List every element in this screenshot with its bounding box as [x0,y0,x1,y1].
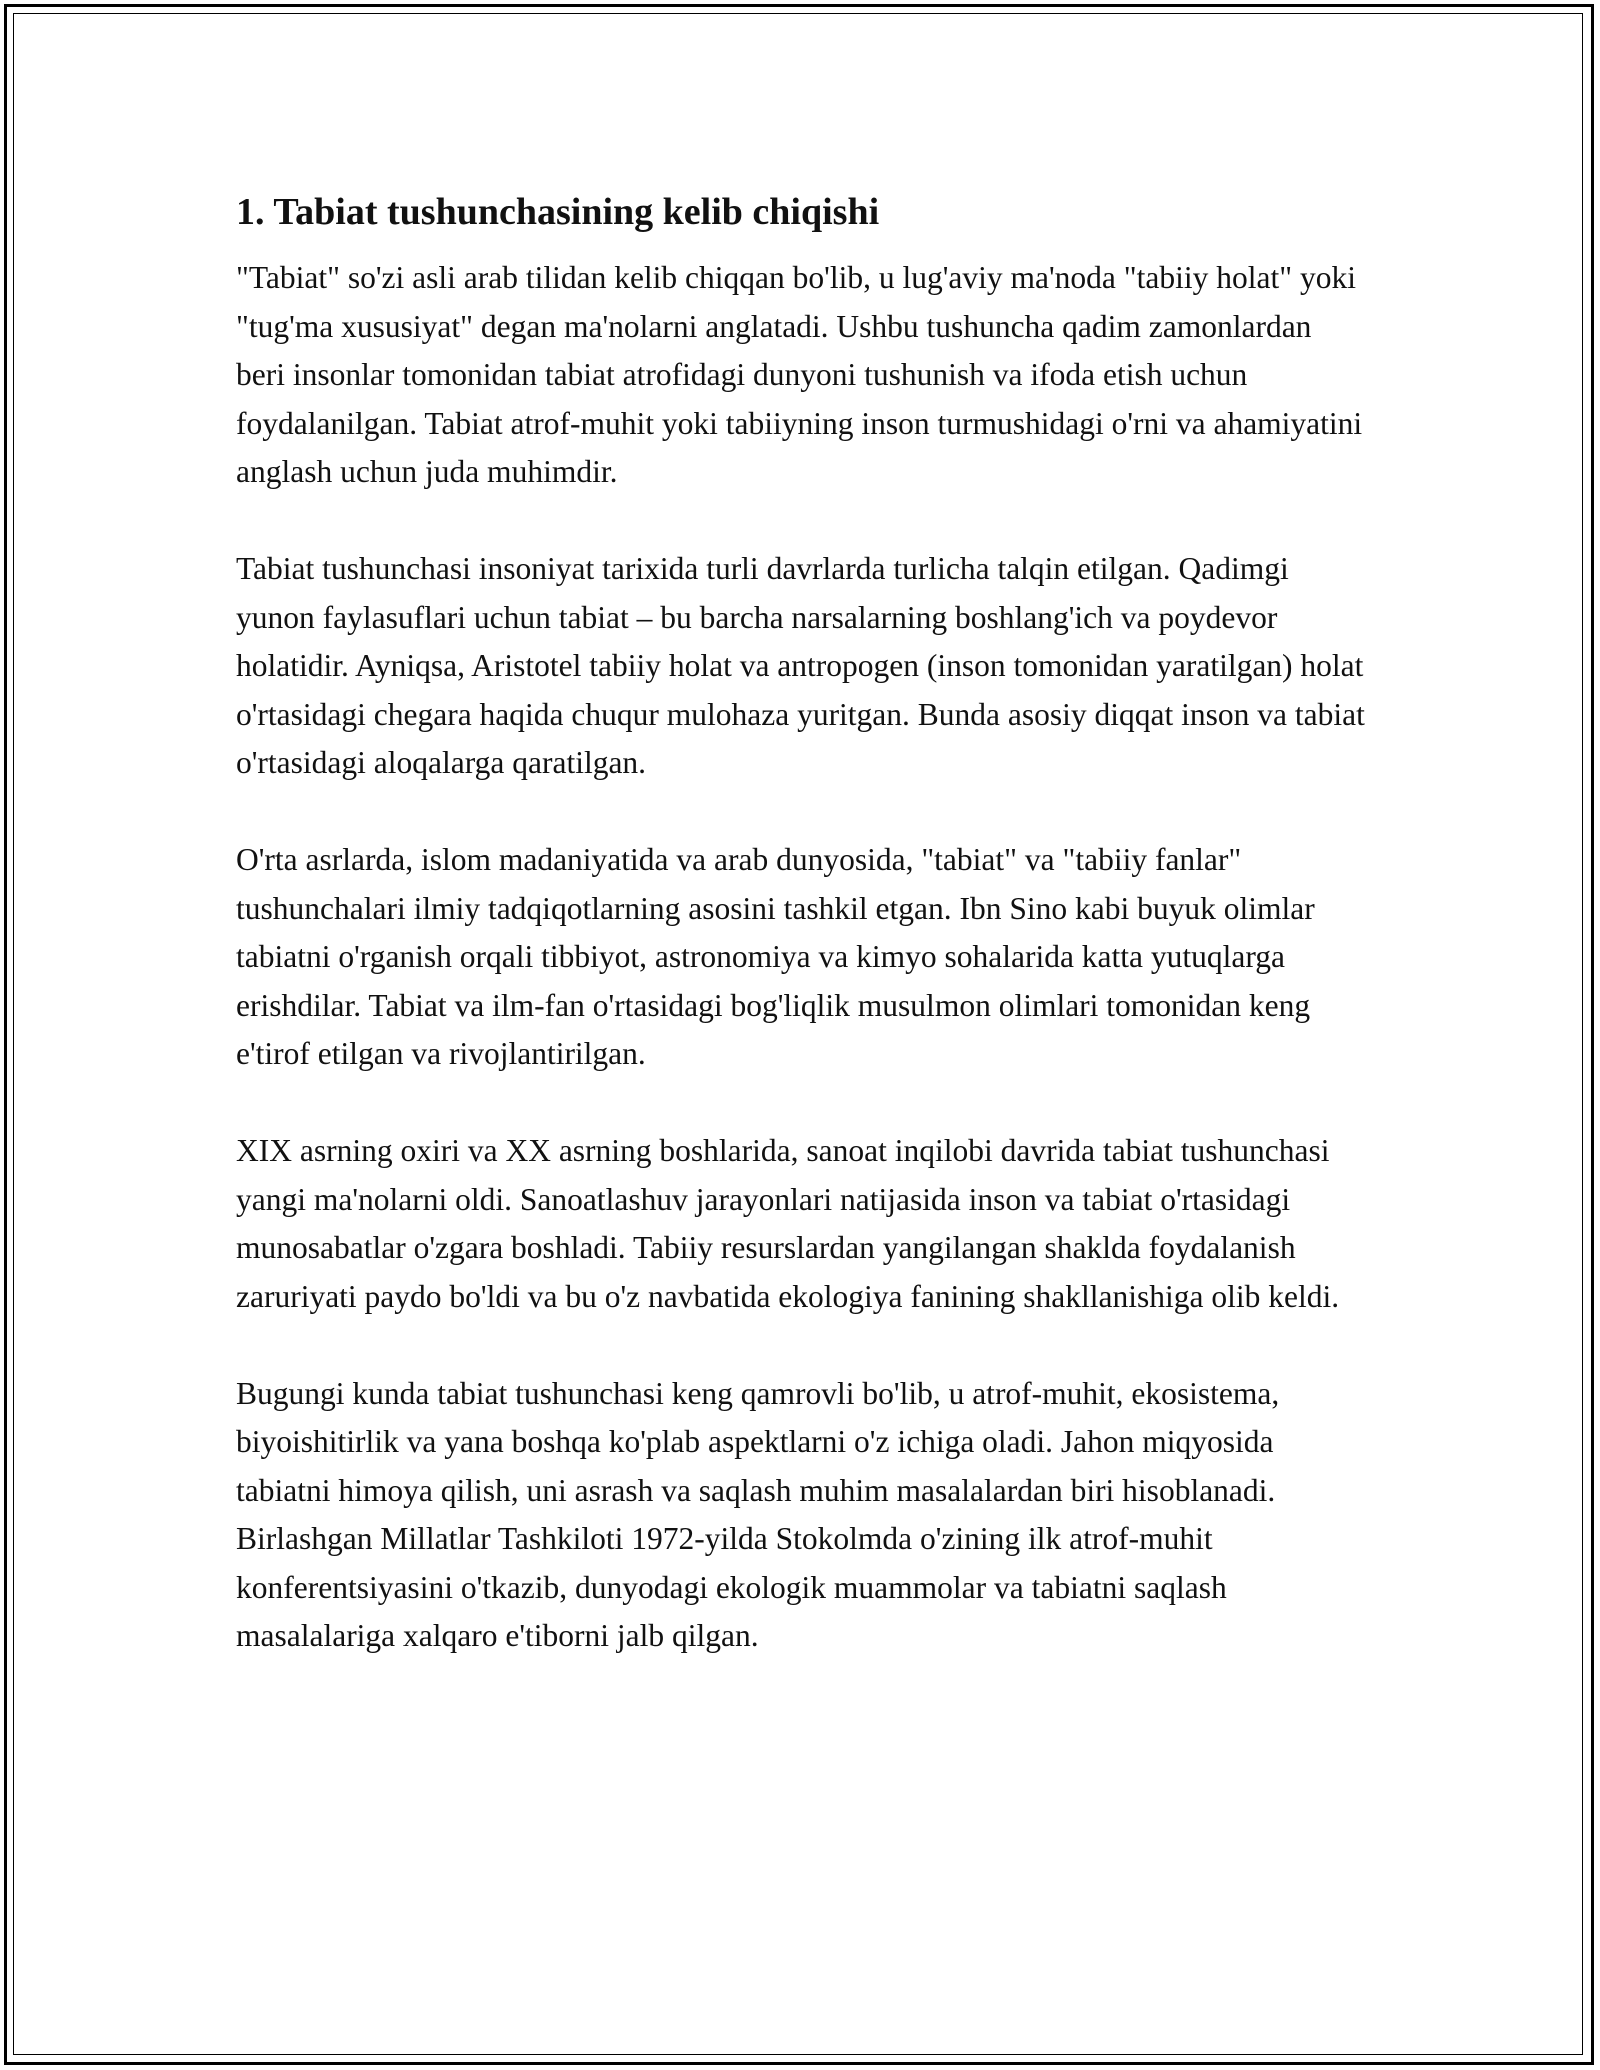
paragraph-2: Tabiat tushunchasi insoniyat tarixida turli davrlarda turlicha talqin etilgan. Qadimgi yunon faylasuflari uchun tabiat – bu barcha narsalarning boshlang'ich va poydevor holatidir. Ayniqsa, Aristotel tabiiy holat va antropogen (inson tomonidan yaratilgan) holat o'rtasidagi chegara haqida chuqur mulohaza yuritgan. Bunda asosiy diqqat inson va tabiat o'rtasidagi aloqalarga qaratilgan. [236,551,1365,780]
paragraph-1: "Tabiat" so'zi asli arab tilidan kelib chiqqan bo'lib, u lug'aviy ma'noda "tabiiy holat" yoki "tug'ma xususiyat" degan ma'nolarni anglatadi. Ushbu tushuncha qadim zamonlardan beri insonlar tomonidan tabiat atrofidagi dunyoni tushunish va ifoda etish uchun foydalanilgan. Tabiat atrof-muhit yoki tabiiyning inson turmushidagi o'rni va ahamiyatini anglash uchun juda muhimdir. [236,260,1363,489]
paragraph-4: XIX asrning oxiri va XX asrning boshlarida, sanoat inqilobi davrida tabiat tushunchasi yangi ma'nolarni oldi. Sanoatlashuv jarayonlari natijasida inson va tabiat o'rtasidagi munosabatlar o'zgara boshladi. Tabiiy resurslardan yangilangan shaklda foydalanish zaruriyati paydo bo'ldi va bu o'z navbatida ekologiya fanining shakllanishiga olib keldi. [236,1133,1340,1314]
paragraph-5: Bugungi kunda tabiat tushunchasi keng qamrovli bo'lib, u atrof-muhit, ekosistema, biyoishitirlik va yana boshqa ko'plab aspektlarni o'z ichiga oladi. Jahon miqyosida tabiatni himoya qilish, uni asrash va saqlash muhim masalalardan biri hisoblanadi. Birlashgan Millatlar Tashkiloti 1972-yilda Stokolmda o'zining ilk atrof-muhit konferentsiyasini o'tkazib, dunyodagi ekologik muammolar va tabiatni saqlash masalalariga xalqaro e'tiborni jalb qilgan. [236,1375,1280,1653]
paragraph-3: O'rta asrlarda, islom madaniyatida va arab dunyosida, "tabiat" va "tabiiy fanlar" tushunchalari ilmiy tadqiqotlarning asosini tashkil etgan. Ibn Sino kabi buyuk olimlar tabiatni o'rganish orqali tibbiyot, astronomiya va kimyo sohalarida katta yutuqlarga erishdilar. Tabiat va ilm-fan o'rtasidagi bog'liqlik musulmon olimlari tomonidan keng e'tirof etilgan va rivojlantirilgan. [236,842,1315,1071]
section-heading: 1. Tabiat tushunchasining kelib chiqishi [236,191,880,233]
document-body [236,186,1366,1709]
